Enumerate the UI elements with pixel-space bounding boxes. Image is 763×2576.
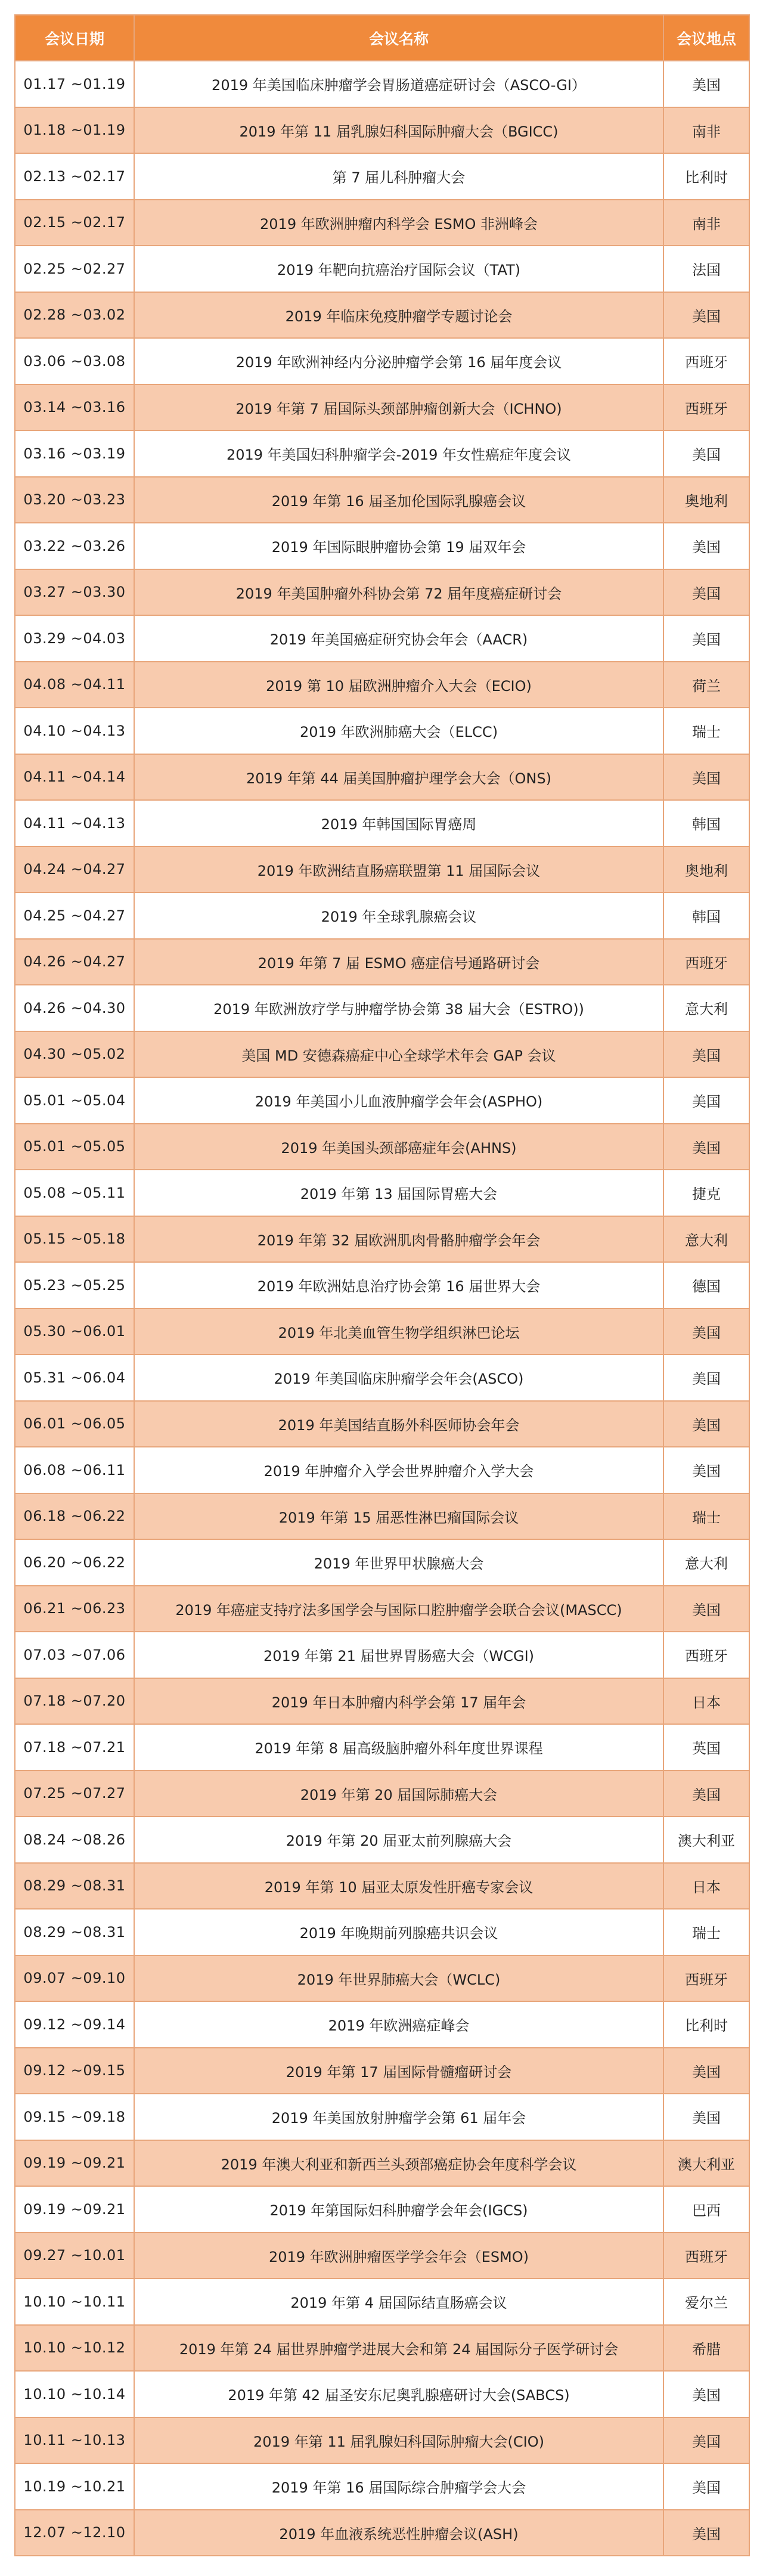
cell-location: 美国 xyxy=(663,1124,749,1170)
cell-location: 美国 xyxy=(663,1309,749,1355)
cell-date: 04.26 ~04.30 xyxy=(15,985,134,1031)
cell-date: 07.18 ~07.20 xyxy=(15,1678,134,1725)
cell-location: 美国 xyxy=(663,1586,749,1632)
cell-location: 西班牙 xyxy=(663,2233,749,2279)
cell-name: 2019 年日本肿瘤内科学会第 17 届年会 xyxy=(134,1678,663,1725)
cell-location: 美国 xyxy=(663,615,749,662)
cell-location: 瑞士 xyxy=(663,1909,749,1955)
cell-date: 02.28 ~03.02 xyxy=(15,292,134,339)
table-row xyxy=(15,1771,749,1817)
cell-name: 2019 年欧洲肿瘤内科学会 ESMO 非洲峰会 xyxy=(134,200,663,246)
cell-name: 2019 第 10 届欧洲肿瘤介入大会（ECIO) xyxy=(134,662,663,708)
cell-date: 05.08 ~05.11 xyxy=(15,1170,134,1216)
cell-location: 美国 xyxy=(663,292,749,339)
cell-date: 06.01 ~06.05 xyxy=(15,1401,134,1447)
header-location: 会议地点 xyxy=(663,15,749,61)
cell-location: 法国 xyxy=(663,246,749,292)
cell-location: 意大利 xyxy=(663,1216,749,1263)
cell-name: 2019 年美国小儿血液肿瘤学会年会(ASPHO) xyxy=(134,1077,663,1124)
cell-date: 09.19 ~09.21 xyxy=(15,2140,134,2187)
cell-name: 2019 年欧洲肿瘤医学学会年会（ESMO) xyxy=(134,2233,663,2279)
cell-location: 英国 xyxy=(663,1724,749,1771)
cell-date: 03.29 ~04.03 xyxy=(15,615,134,662)
cell-location: 美国 xyxy=(663,569,749,616)
cell-name: 2019 年临床免疫肿瘤学专题讨论会 xyxy=(134,292,663,339)
table-row xyxy=(15,1309,749,1355)
table-row xyxy=(15,1909,749,1955)
table-row xyxy=(15,1262,749,1309)
table-row xyxy=(15,754,749,801)
table-row xyxy=(15,662,749,708)
cell-name: 2019 年美国癌症研究协会年会（AACR) xyxy=(134,615,663,662)
cell-name: 2019 年晚期前列腺癌共识会议 xyxy=(134,1909,663,1955)
table-row xyxy=(15,1354,749,1401)
cell-name: 2019 年第 32 届欧洲肌肉骨骼肿瘤学会年会 xyxy=(134,1216,663,1263)
cell-date: 03.14 ~03.16 xyxy=(15,385,134,431)
cell-date: 09.27 ~10.01 xyxy=(15,2233,134,2279)
table-row xyxy=(15,430,749,477)
cell-name: 2019 年第 16 届国际综合肿瘤学会大会 xyxy=(134,2463,663,2510)
cell-location: 捷克 xyxy=(663,1170,749,1216)
cell-name: 2019 年北美血管生物学组织淋巴论坛 xyxy=(134,1309,663,1355)
table-row xyxy=(15,1493,749,1540)
cell-location: 西班牙 xyxy=(663,385,749,431)
cell-location: 德国 xyxy=(663,1262,749,1309)
cell-name: 2019 年癌症支持疗法多国学会与国际口腔肿瘤学会联合会议(MASCC) xyxy=(134,1586,663,1632)
cell-date: 06.08 ~06.11 xyxy=(15,1447,134,1493)
cell-date: 02.25 ~02.27 xyxy=(15,246,134,292)
cell-name: 2019 年第 42 届圣安东尼奥乳腺癌研讨大会(SABCS) xyxy=(134,2371,663,2417)
table-row xyxy=(15,939,749,985)
table-row xyxy=(15,708,749,754)
cell-name: 2019 年血液系统恶性肿瘤会议(ASH) xyxy=(134,2510,663,2556)
cell-name: 第 7 届儿科肿瘤大会 xyxy=(134,153,663,200)
cell-date: 10.19 ~10.21 xyxy=(15,2463,134,2510)
table-row xyxy=(15,615,749,662)
cell-location: 意大利 xyxy=(663,985,749,1031)
cell-date: 09.12 ~09.14 xyxy=(15,2001,134,2048)
table-row xyxy=(15,1401,749,1447)
cell-date: 04.11 ~04.14 xyxy=(15,754,134,801)
cell-name: 2019 年第 20 届亚太前列腺癌大会 xyxy=(134,1816,663,1863)
cell-date: 05.23 ~05.25 xyxy=(15,1262,134,1309)
table-row xyxy=(15,2233,749,2279)
cell-location: 日本 xyxy=(663,1863,749,1909)
cell-date: 04.26 ~04.27 xyxy=(15,939,134,985)
cell-location: 美国 xyxy=(663,1031,749,1078)
cell-date: 04.08 ~04.11 xyxy=(15,662,134,708)
cell-date: 10.10 ~10.14 xyxy=(15,2371,134,2417)
table-row xyxy=(15,1955,749,2002)
cell-location: 美国 xyxy=(663,1771,749,1817)
cell-name: 2019 年美国临床肿瘤学会年会(ASCO) xyxy=(134,1354,663,1401)
table-row xyxy=(15,523,749,569)
cell-location: 美国 xyxy=(663,2510,749,2556)
table-row xyxy=(15,2371,749,2417)
cell-name: 2019 年第 17 届国际骨髓瘤研讨会 xyxy=(134,2048,663,2094)
cell-name: 2019 年第 11 届乳腺妇科国际肿瘤大会（BGICC) xyxy=(134,107,663,154)
cell-location: 爱尔兰 xyxy=(663,2279,749,2325)
table-row xyxy=(15,1216,749,1263)
conference-table-container xyxy=(14,14,749,2556)
cell-location: 美国 xyxy=(663,2048,749,2094)
table-row xyxy=(15,61,749,107)
cell-location: 希腊 xyxy=(663,2325,749,2372)
cell-name: 2019 年欧洲癌症峰会 xyxy=(134,2001,663,2048)
cell-name: 2019 年第 10 届亚太原发性肝癌专家会议 xyxy=(134,1863,663,1909)
cell-date: 09.12 ~09.15 xyxy=(15,2048,134,2094)
cell-name: 2019 年第 7 届国际头颈部肿瘤创新大会（ICHNO) xyxy=(134,385,663,431)
cell-name: 2019 年第 16 届圣加伦国际乳腺癌会议 xyxy=(134,477,663,523)
header-name: 会议名称 xyxy=(134,15,663,61)
table-row xyxy=(15,2186,749,2233)
cell-name: 2019 年第 24 届世界肿瘤学进展大会和第 24 届国际分子医学研讨会 xyxy=(134,2325,663,2372)
cell-name: 2019 年欧洲放疗学与肿瘤学协会第 38 届大会（ESTRO)) xyxy=(134,985,663,1031)
cell-name: 2019 年第国际妇科肿瘤学会年会(IGCS) xyxy=(134,2186,663,2233)
cell-date: 03.20 ~03.23 xyxy=(15,477,134,523)
table-row xyxy=(15,1124,749,1170)
cell-location: 美国 xyxy=(663,1401,749,1447)
cell-name: 2019 年美国结直肠外科医师协会年会 xyxy=(134,1401,663,1447)
table-row xyxy=(15,1632,749,1678)
cell-name: 2019 年第 21 届世界胃肠癌大会（WCGI) xyxy=(134,1632,663,1678)
header-date: 会议日期 xyxy=(15,15,134,61)
cell-date: 04.24 ~04.27 xyxy=(15,847,134,893)
table-row xyxy=(15,569,749,616)
cell-location: 南非 xyxy=(663,107,749,154)
cell-name: 2019 年美国放射肿瘤学会第 61 届年会 xyxy=(134,2094,663,2140)
cell-name: 2019 年美国临床肿瘤学会胃肠道癌症研讨会（ASCO-GI） xyxy=(134,61,663,107)
cell-location: 巴西 xyxy=(663,2186,749,2233)
cell-location: 美国 xyxy=(663,1077,749,1124)
table-row xyxy=(15,2510,749,2556)
table-row xyxy=(15,246,749,292)
cell-date: 03.22 ~03.26 xyxy=(15,523,134,569)
cell-date: 02.13 ~02.17 xyxy=(15,153,134,200)
cell-date: 06.20 ~06.22 xyxy=(15,1539,134,1586)
cell-location: 奥地利 xyxy=(663,477,749,523)
cell-name: 2019 年美国肿瘤外科协会第 72 届年度癌症研讨会 xyxy=(134,569,663,616)
cell-date: 09.07 ~09.10 xyxy=(15,1955,134,2002)
cell-name: 2019 年全球乳腺癌会议 xyxy=(134,892,663,939)
cell-name: 2019 年靶向抗癌治疗国际会议（TAT) xyxy=(134,246,663,292)
cell-date: 09.15 ~09.18 xyxy=(15,2094,134,2140)
table-row xyxy=(15,892,749,939)
table-row xyxy=(15,985,749,1031)
cell-location: 奥地利 xyxy=(663,847,749,893)
cell-location: 美国 xyxy=(663,754,749,801)
cell-name: 2019 年欧洲神经内分泌肿瘤学会第 16 届年度会议 xyxy=(134,338,663,385)
cell-date: 08.24 ~08.26 xyxy=(15,1816,134,1863)
table-row xyxy=(15,1447,749,1493)
cell-location: 美国 xyxy=(663,2417,749,2464)
cell-date: 01.18 ~01.19 xyxy=(15,107,134,154)
cell-date: 04.10 ~04.13 xyxy=(15,708,134,754)
cell-date: 06.18 ~06.22 xyxy=(15,1493,134,1540)
cell-name: 2019 年欧洲结直肠癌联盟第 11 届国际会议 xyxy=(134,847,663,893)
cell-date: 04.25 ~04.27 xyxy=(15,892,134,939)
cell-date: 10.11 ~10.13 xyxy=(15,2417,134,2464)
cell-location: 西班牙 xyxy=(663,939,749,985)
table-row xyxy=(15,1816,749,1863)
cell-location: 西班牙 xyxy=(663,1955,749,2002)
table-row xyxy=(15,153,749,200)
cell-name: 美国 MD 安德森癌症中心全球学术年会 GAP 会议 xyxy=(134,1031,663,1078)
table-row xyxy=(15,1678,749,1725)
cell-date: 10.10 ~10.12 xyxy=(15,2325,134,2372)
cell-location: 美国 xyxy=(663,61,749,107)
cell-name: 2019 年第 4 届国际结直肠癌会议 xyxy=(134,2279,663,2325)
table-row xyxy=(15,1077,749,1124)
cell-location: 南非 xyxy=(663,200,749,246)
cell-date: 05.30 ~06.01 xyxy=(15,1309,134,1355)
cell-name: 2019 年第 8 届高级脑肿瘤外科年度世界课程 xyxy=(134,1724,663,1771)
cell-name: 2019 年美国头颈部癌症年会(AHNS) xyxy=(134,1124,663,1170)
cell-location: 美国 xyxy=(663,523,749,569)
cell-name: 2019 年第 13 届国际胃癌大会 xyxy=(134,1170,663,1216)
cell-location: 比利时 xyxy=(663,2001,749,2048)
cell-location: 意大利 xyxy=(663,1539,749,1586)
table-row xyxy=(15,477,749,523)
cell-name: 2019 年美国妇科肿瘤学会-2019 年女性癌症年度会议 xyxy=(134,430,663,477)
cell-location: 荷兰 xyxy=(663,662,749,708)
cell-location: 澳大利亚 xyxy=(663,2140,749,2187)
cell-name: 2019 年欧洲姑息治疗协会第 16 届世界大会 xyxy=(134,1262,663,1309)
table-row xyxy=(15,2325,749,2372)
table-row xyxy=(15,847,749,893)
cell-name: 2019 年韩国国际胃癌周 xyxy=(134,800,663,847)
cell-date: 08.29 ~08.31 xyxy=(15,1909,134,1955)
table-body xyxy=(15,61,749,2556)
cell-date: 05.15 ~05.18 xyxy=(15,1216,134,1263)
cell-location: 美国 xyxy=(663,2094,749,2140)
cell-location: 美国 xyxy=(663,2463,749,2510)
table-row xyxy=(15,200,749,246)
table-row xyxy=(15,107,749,154)
table-row xyxy=(15,1031,749,1078)
conference-table xyxy=(14,14,750,2556)
cell-date: 12.07 ~12.10 xyxy=(15,2510,134,2556)
cell-date: 03.27 ~03.30 xyxy=(15,569,134,616)
table-header-row xyxy=(15,15,749,61)
table-row xyxy=(15,1586,749,1632)
cell-location: 澳大利亚 xyxy=(663,1816,749,1863)
cell-name: 2019 年第 44 届美国肿瘤护理学会大会（ONS) xyxy=(134,754,663,801)
cell-date: 04.30 ~05.02 xyxy=(15,1031,134,1078)
cell-name: 2019 年世界肺癌大会（WCLC) xyxy=(134,1955,663,2002)
cell-name: 2019 年肿瘤介入学会世界肿瘤介入学大会 xyxy=(134,1447,663,1493)
cell-name: 2019 年欧洲肺癌大会（ELCC) xyxy=(134,708,663,754)
cell-name: 2019 年澳大利亚和新西兰头颈部癌症协会年度科学会议 xyxy=(134,2140,663,2187)
cell-date: 05.01 ~05.05 xyxy=(15,1124,134,1170)
cell-name: 2019 年国际眼肿瘤协会第 19 届双年会 xyxy=(134,523,663,569)
cell-name: 2019 年世界甲状腺癌大会 xyxy=(134,1539,663,1586)
table-row xyxy=(15,2140,749,2187)
cell-date: 09.19 ~09.21 xyxy=(15,2186,134,2233)
cell-location: 瑞士 xyxy=(663,1493,749,1540)
cell-date: 07.18 ~07.21 xyxy=(15,1724,134,1771)
cell-date: 04.11 ~04.13 xyxy=(15,800,134,847)
cell-location: 西班牙 xyxy=(663,1632,749,1678)
cell-date: 05.31 ~06.04 xyxy=(15,1354,134,1401)
cell-name: 2019 年第 11 届乳腺妇科国际肿瘤大会(CIO) xyxy=(134,2417,663,2464)
cell-location: 韩国 xyxy=(663,800,749,847)
cell-date: 10.10 ~10.11 xyxy=(15,2279,134,2325)
cell-date: 08.29 ~08.31 xyxy=(15,1863,134,1909)
cell-location: 美国 xyxy=(663,1354,749,1401)
cell-location: 日本 xyxy=(663,1678,749,1725)
table-row xyxy=(15,338,749,385)
table-row xyxy=(15,2279,749,2325)
table-row xyxy=(15,385,749,431)
cell-name: 2019 年第 7 届 ESMO 癌症信号通路研讨会 xyxy=(134,939,663,985)
cell-location: 美国 xyxy=(663,1447,749,1493)
cell-location: 西班牙 xyxy=(663,338,749,385)
table-row xyxy=(15,1170,749,1216)
cell-date: 03.06 ~03.08 xyxy=(15,338,134,385)
cell-date: 01.17 ~01.19 xyxy=(15,61,134,107)
cell-date: 07.25 ~07.27 xyxy=(15,1771,134,1817)
cell-location: 美国 xyxy=(663,2371,749,2417)
cell-date: 03.16 ~03.19 xyxy=(15,430,134,477)
cell-date: 06.21 ~06.23 xyxy=(15,1586,134,1632)
table-row xyxy=(15,800,749,847)
cell-date: 02.15 ~02.17 xyxy=(15,200,134,246)
cell-date: 07.03 ~07.06 xyxy=(15,1632,134,1678)
cell-date: 05.01 ~05.04 xyxy=(15,1077,134,1124)
table-row xyxy=(15,1863,749,1909)
cell-location: 美国 xyxy=(663,430,749,477)
cell-name: 2019 年第 20 届国际肺癌大会 xyxy=(134,1771,663,1817)
cell-name: 2019 年第 15 届恶性淋巴瘤国际会议 xyxy=(134,1493,663,1540)
table-row xyxy=(15,292,749,339)
table-row xyxy=(15,2001,749,2048)
table-row xyxy=(15,2094,749,2140)
cell-location: 瑞士 xyxy=(663,708,749,754)
table-row xyxy=(15,1539,749,1586)
table-row xyxy=(15,2048,749,2094)
table-row xyxy=(15,2463,749,2510)
table-row xyxy=(15,2417,749,2464)
cell-location: 韩国 xyxy=(663,892,749,939)
table-row xyxy=(15,1724,749,1771)
cell-location: 比利时 xyxy=(663,153,749,200)
